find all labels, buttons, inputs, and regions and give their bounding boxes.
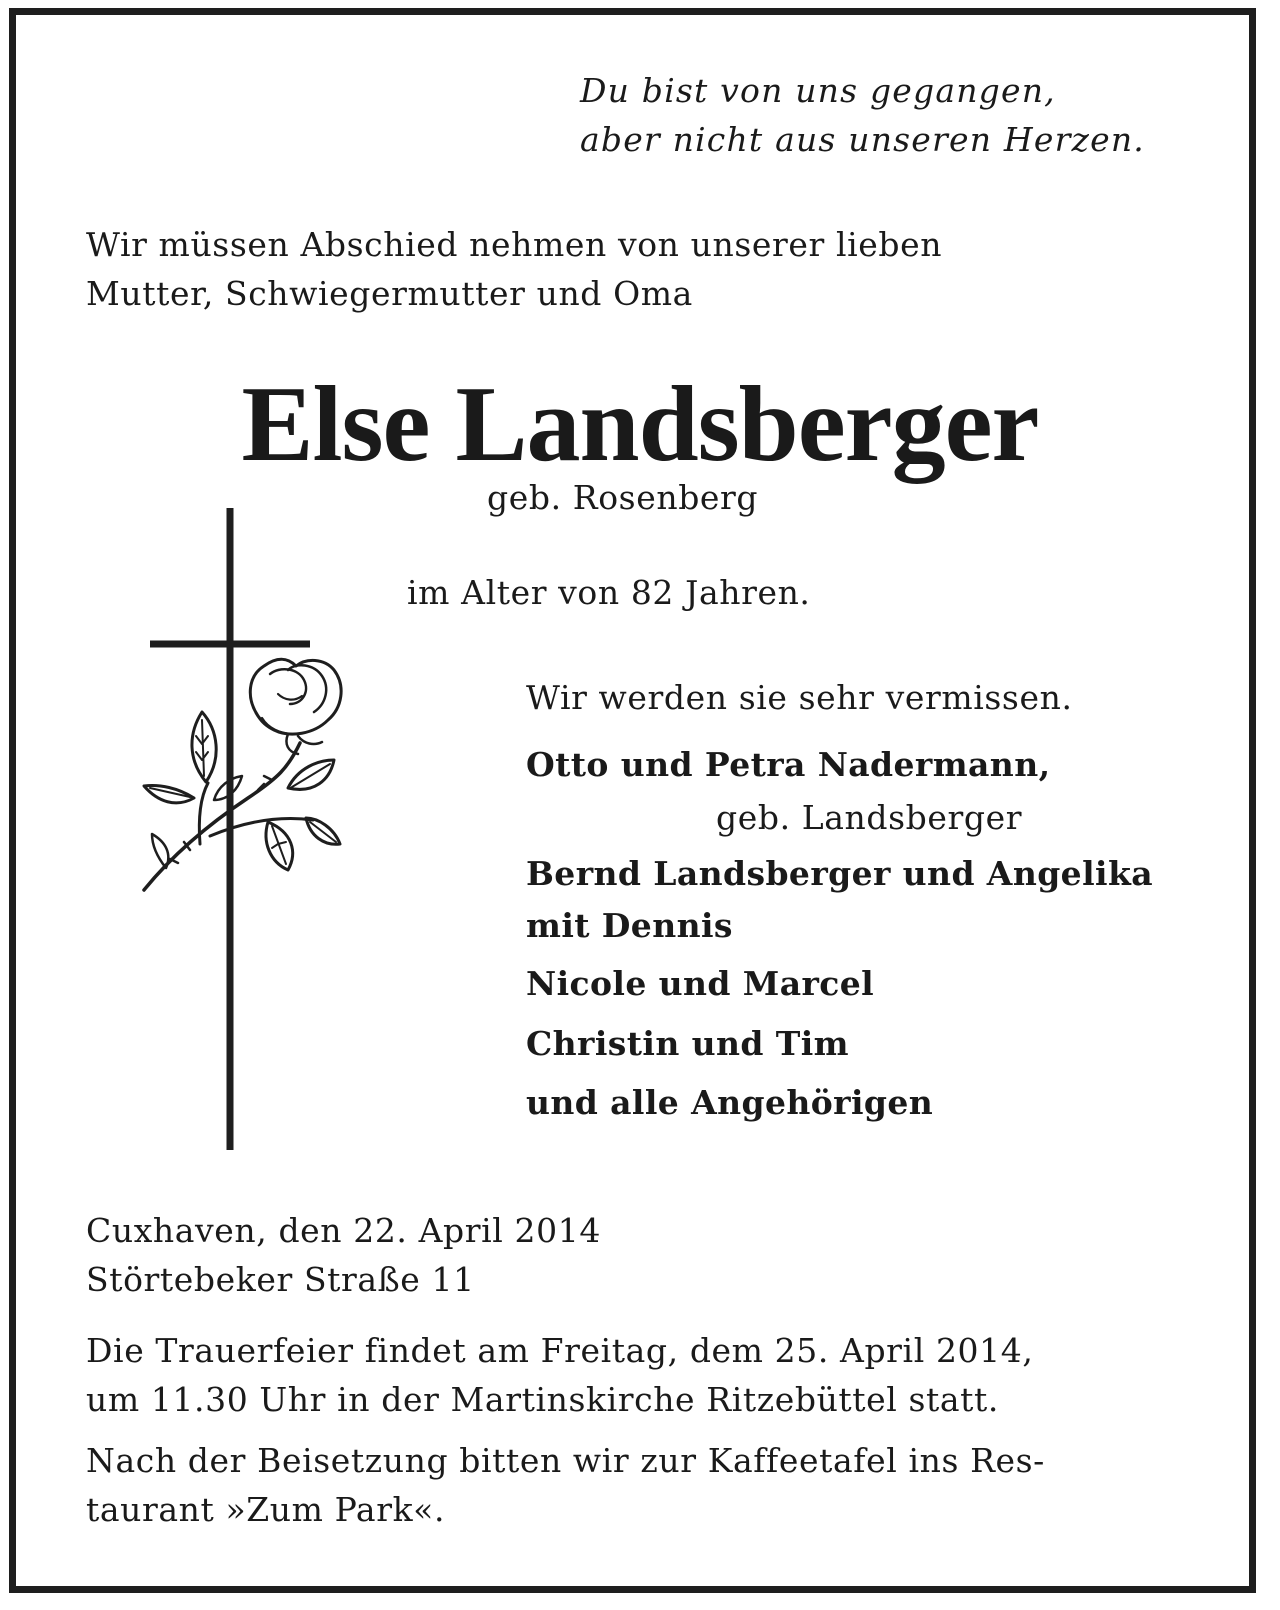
service-line-2: um 11.30 Uhr in der Martinskirche Ritzebüttel statt. bbox=[86, 1380, 999, 1419]
intro-text bbox=[86, 220, 942, 318]
mourner-entry-3: Bernd Landsberger und Angelika bbox=[526, 854, 1153, 893]
reception-line-2: taurant »Zum Park«. bbox=[86, 1490, 446, 1529]
place-date-line: Cuxhaven, den 22. April 2014 bbox=[86, 1211, 601, 1250]
service-line-1: Die Trauerfeier findet am Freitag, dem 25. April 2014, bbox=[86, 1331, 1034, 1370]
address-line: Störtebeker Straße 11 bbox=[86, 1260, 475, 1299]
mourner-entry-1: Otto und Petra Nadermann, bbox=[526, 745, 1051, 784]
mourner-entry-5: Nicole und Marcel bbox=[526, 964, 875, 1003]
deceased-name: Else Landsberger bbox=[241, 365, 1039, 484]
mourner-entry-6: Christin und Tim bbox=[526, 1024, 849, 1063]
intro-line-1: Wir müssen Abschied nehmen von unserer lieben bbox=[86, 225, 943, 264]
mourners-note: Wir werden sie sehr vermissen. bbox=[526, 678, 1073, 717]
mourner-entry-4: mit Dennis bbox=[526, 906, 733, 945]
mourner-entry-7: und alle Angehörigen bbox=[526, 1083, 934, 1122]
motto-line-1: Du bist von uns gegangen, bbox=[580, 71, 1056, 110]
motto bbox=[580, 66, 1145, 164]
cross-with-rose-icon bbox=[138, 498, 358, 1158]
birth-name: geb. Rosenberg bbox=[487, 478, 759, 517]
motto-line-2: aber nicht aus unseren Herzen. bbox=[580, 120, 1145, 159]
reception-line-1: Nach der Beisetzung bitten wir zur Kaffeetafel ins Res- bbox=[86, 1441, 1045, 1480]
age-text: im Alter von 82 Jahren. bbox=[407, 573, 811, 612]
reception-info bbox=[86, 1436, 1045, 1534]
intro-line-2: Mutter, Schwiegermutter und Oma bbox=[86, 274, 693, 313]
funeral-service-info bbox=[86, 1326, 1033, 1424]
mourner-entry-2: geb. Landsberger bbox=[716, 798, 1023, 837]
place-and-date bbox=[86, 1206, 601, 1304]
